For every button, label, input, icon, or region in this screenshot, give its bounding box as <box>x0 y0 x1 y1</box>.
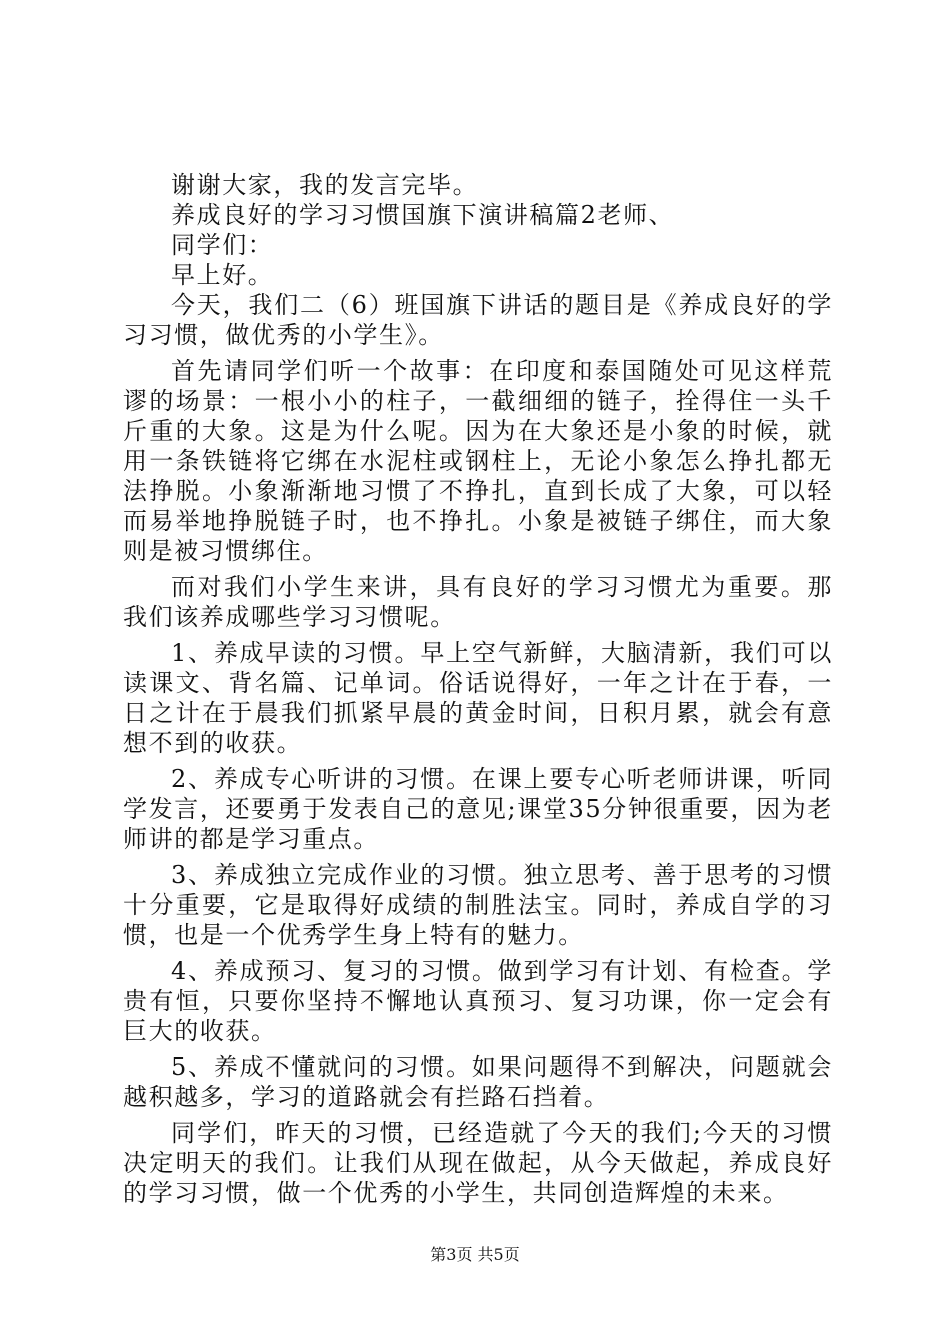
conclusion-paragraph: 同学们，昨天的习惯，已经造就了今天的我们;今天的习惯决定明天的我们。让我们从现在做起，从今天做起，养成良好的学习习惯，做一个优秀的小学生，共同创造辉煌的未来。 <box>123 1119 833 1207</box>
salutation-paragraph: 同学们： <box>171 231 274 259</box>
habit-4-paragraph: 4、养成预习、复习的习惯。做到学习有计划、有检查。学贵有恒，只要你坚持不懈地认真预习、复习功课，你一定会有巨大的收获。 <box>123 957 833 1045</box>
greeting-paragraph: 早上好。 <box>171 261 274 289</box>
habit-3-paragraph: 3、养成独立完成作业的习惯。独立思考、善于思考的习惯十分重要，它是取得好成绩的制胜法宝。同时，养成自学的习惯，也是一个优秀学生身上特有的魅力。 <box>123 861 833 949</box>
document-body <box>123 170 833 1214</box>
closing-paragraph: 谢谢大家，我的发言完毕。 <box>171 171 479 199</box>
speech-title-paragraph: 养成良好的学习习惯国旗下演讲稿篇2老师、 <box>171 201 675 229</box>
habit-5-paragraph: 5、养成不懂就问的习惯。如果问题得不到解决，问题就会越积越多，学习的道路就会有拦路石挡着。 <box>123 1053 833 1111</box>
importance-paragraph: 而对我们小学生来讲，具有良好的学习习惯尤为重要。那我们该养成哪些学习习惯呢。 <box>123 573 833 631</box>
story-paragraph: 首先请同学们听一个故事：在印度和泰国随处可见这样荒谬的场景：一根小小的柱子，一截细细的链子，拴得住一头千斤重的大象。这是为什么呢。因为在大象还是小象的时候，就用一条铁链将它绑在水泥柱或钢柱上，无论小象怎么挣扎都无法挣脱。小象渐渐地习惯了不挣扎，直到长成了大象，可以轻而易举地挣脱链子时，也不挣扎。小象是被链子绑住，而大象则是被习惯绑住。 <box>123 357 833 565</box>
topic-paragraph: 今天，我们二（6）班国旗下讲话的题目是《养成良好的学习习惯，做优秀的小学生》。 <box>123 291 833 349</box>
habit-1-paragraph: 1、养成早读的习惯。早上空气新鲜，大脑清新，我们可以读课文、背名篇、记单词。俗话说得好，一年之计在于春，一日之计在于晨我们抓紧早晨的黄金时间，日积月累，就会有意想不到的收获。 <box>123 639 833 757</box>
page-number-footer: 第3页 共5页 <box>430 1245 520 1264</box>
habit-2-paragraph: 2、养成专心听讲的习惯。在课上要专心听老师讲课，听同学发言，还要勇于发表自己的意见;课堂35分钟很重要，因为老师讲的都是学习重点。 <box>123 765 833 853</box>
